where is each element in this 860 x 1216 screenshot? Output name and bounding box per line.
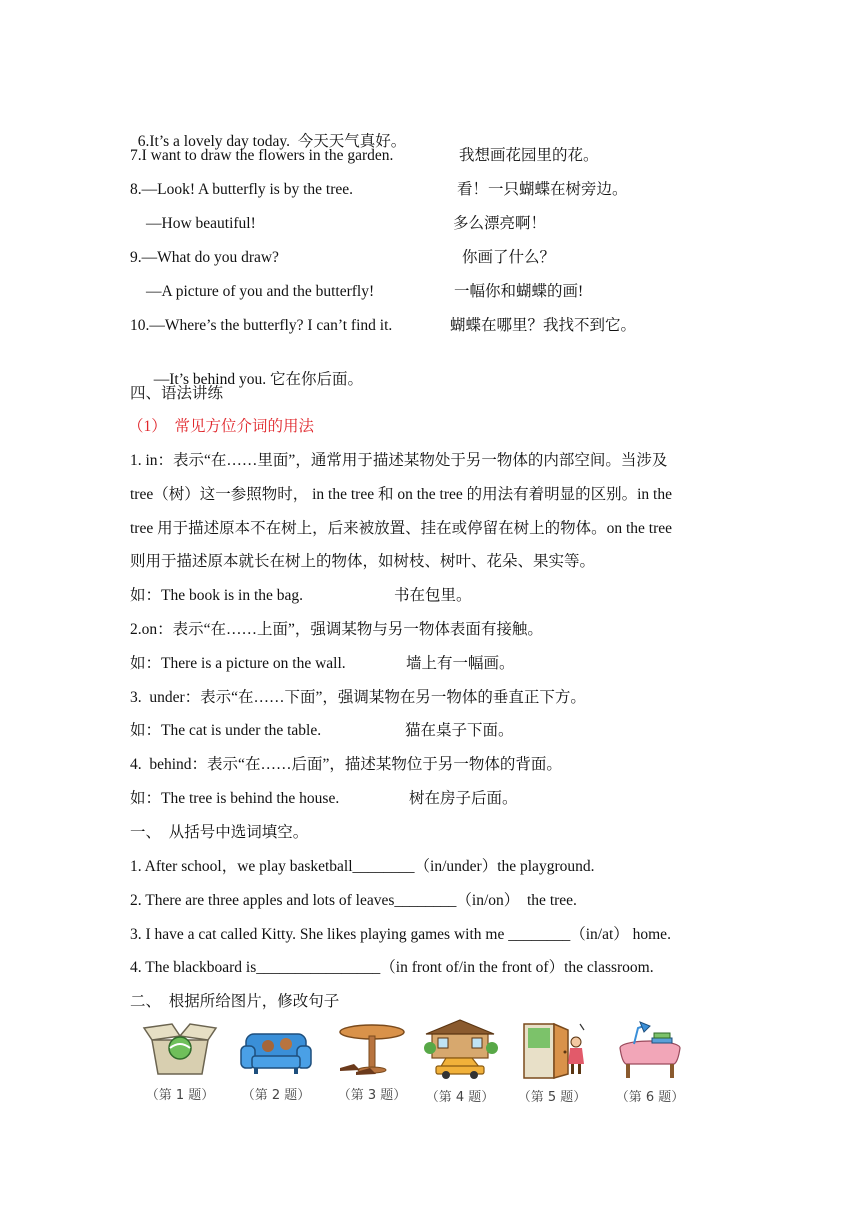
- example-behind-en: 如：The tree is behind the house.: [130, 790, 340, 807]
- example-on-zh: 墙上有一幅画。: [406, 655, 515, 672]
- rule-under: 3. under：表示“在……下面”，强调某物在另一物体的垂直正下方。: [130, 689, 586, 706]
- exercise-one-item-4: 4. The blackboard is________________（in front of/in the front of）the classroom.: [130, 959, 654, 976]
- example-in-zh: 书在包里。: [394, 587, 472, 604]
- box-with-ball-icon: [142, 1018, 218, 1078]
- picture-6-caption: （第 6 题）: [615, 1090, 685, 1105]
- dialogue-8b-en: —How beautiful!: [146, 215, 256, 232]
- dialogue-10-zh: 蝴蝶在哪里？我找不到它。: [450, 317, 637, 334]
- dialogue-9b-zh: 一幅你和蝴蝶的画!: [454, 283, 584, 300]
- in-paragraph-line-2: tree（树）这一参照物时， in the tree 和 on the tree 的用法有着明显的区别。in the: [130, 486, 672, 503]
- subheading: （1） 常见方位介词的用法: [128, 418, 315, 435]
- picture-4: [418, 1018, 502, 1105]
- section-four-title: 四、语法讲练: [130, 385, 224, 402]
- house-with-car-icon: [422, 1018, 498, 1080]
- in-paragraph-line-4: 则用于描述原本就长在树上的物体，如树枝、树叶、花朵、果实等。: [130, 553, 596, 570]
- dialogue-6-zh: 今天天气真好。: [297, 133, 407, 150]
- rule-on: 2.on：表示“在……上面”，强调某物与另一物体表面有接触。: [130, 621, 543, 638]
- example-under-en: 如：The cat is under the table.: [130, 722, 322, 739]
- dialogue-10-en: 10.—Where’s the butterfly? I can’t find it.: [130, 317, 393, 334]
- dialogue-7-zh: 我想画花园里的花。: [459, 147, 599, 164]
- rule-behind: 4. behind：表示“在……后面”，描述某物位于另一物体的背面。: [130, 756, 562, 773]
- picture-2-caption: （第 2 题）: [241, 1088, 311, 1103]
- picture-6: [608, 1018, 692, 1105]
- dialogue-7-en: 7.I want to draw the flowers in the garden.: [130, 147, 394, 164]
- dialogue-9b-en: —A picture of you and the butterfly!: [146, 283, 375, 300]
- in-paragraph-line-1: 1. in：表示“在……里面”，通常用于描述某物处于另一物体的内部空间。当涉及: [130, 452, 668, 469]
- picture-row: [138, 1018, 698, 1114]
- example-under-zh: 猫在桌子下面。: [405, 722, 514, 739]
- dialogue-8-en: 8.—Look! A butterfly is by the tree.: [130, 181, 353, 198]
- example-behind-zh: 树在房子后面。: [409, 790, 518, 807]
- dialogue-10b-zh: 它在你后面。: [270, 371, 364, 388]
- dialogue-6-en: 6.It’s a lovely day today.: [137, 133, 290, 150]
- picture-3: [330, 1018, 414, 1103]
- table-with-shoes-icon: [334, 1018, 410, 1078]
- exercise-one-item-1: 1. After school，we play basketball________（in/under）the playground.: [130, 858, 595, 875]
- picture-1-caption: （第 1 题）: [145, 1088, 215, 1103]
- dialogue-8-zh: 看！一只蝴蝶在树旁边。: [457, 181, 628, 198]
- example-in-en: 如：The book is in the bag.: [130, 587, 304, 604]
- dialogue-9-zh: 你画了什么？: [462, 249, 556, 266]
- table-with-lamp-icon: [612, 1018, 688, 1080]
- exercise-two-title: 二、 根据所给图片，修改句子: [130, 993, 340, 1010]
- sofa-with-toys-icon: [238, 1018, 314, 1078]
- dialogue-8b-zh: 多么漂亮啊！: [453, 215, 547, 232]
- picture-4-caption: （第 4 题）: [425, 1090, 495, 1105]
- dialogue-9-en: 9.—What do you draw?: [130, 249, 279, 266]
- in-paragraph-line-3: tree 用于描述原本不在树上，后来被放置、挂在或停留在树上的物体。on the tree: [130, 520, 673, 537]
- dialogue-10b-en: —It’s behind you.: [153, 371, 267, 388]
- picture-3-caption: （第 3 题）: [337, 1088, 407, 1103]
- girl-behind-door-icon: [514, 1018, 590, 1080]
- picture-2: [234, 1018, 318, 1103]
- example-on-en: 如：There is a picture on the wall.: [130, 655, 346, 672]
- picture-5-caption: （第 5 题）: [517, 1090, 587, 1105]
- picture-5: [510, 1018, 594, 1105]
- exercise-one-item-2: 2. There are three apples and lots of leaves________（in/on） the tree.: [130, 892, 577, 909]
- exercise-one-item-3: 3. I have a cat called Kitty. She likes playing games with me ________（in/at） home.: [130, 926, 671, 943]
- picture-1: [138, 1018, 222, 1103]
- exercise-one-title: 一、 从括号中选词填空。: [130, 824, 309, 841]
